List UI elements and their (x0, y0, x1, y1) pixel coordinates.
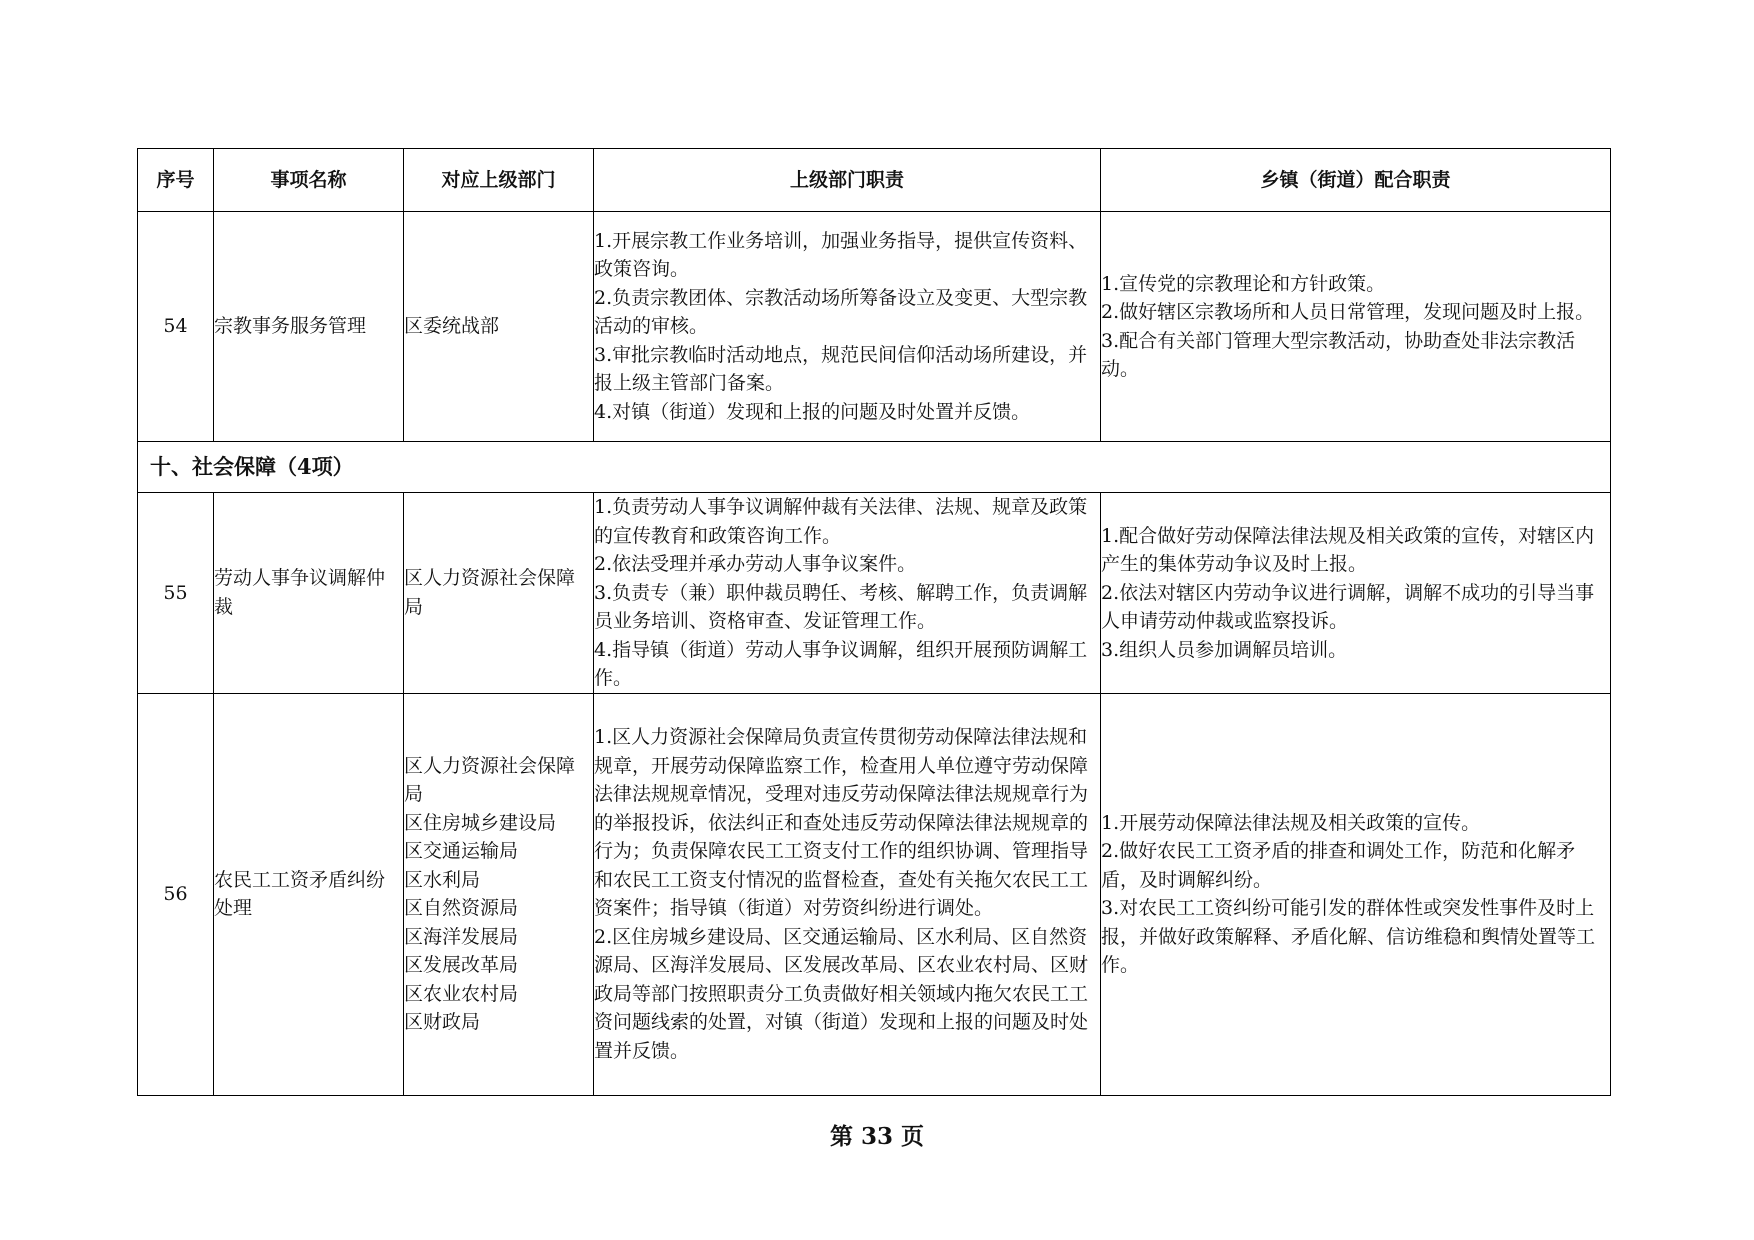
duty-item: 2.负责宗教团体、宗教活动场所筹备设立及变更、大型宗教活动的审核。 (594, 286, 1088, 338)
department: 区发展改革局 (404, 954, 519, 976)
department: 区委统战部 (404, 315, 500, 338)
duty-item: 2.做好农民工工资矛盾的排查和调处工作，防范和化解矛盾，及时调解纠纷。 (1101, 840, 1576, 891)
section-row (138, 442, 1611, 493)
duty-item: 2.依法受理并承办劳动人事争议案件。 (594, 553, 917, 575)
duty-item: 2.依法对辖区内劳动争议进行调解，调解不成功的引导当事人申请劳动仲裁或监察投诉。 (1101, 581, 1595, 632)
department-list (404, 693, 594, 1095)
duty-item: 3.对农民工工资纠纷可能引发的群体性或突发性事件及时上报，并做好政策解释、矛盾化解、信访维稳和舆情处置等工作。 (1101, 897, 1596, 976)
department: 区水利局 (404, 868, 481, 891)
duty-item: 4.对镇（街道）发现和上报的问题及时处置并反馈。 (594, 400, 1031, 423)
header-row (138, 149, 1611, 212)
duty-item: 3.审批宗教临时活动地点，规范民间信仰活动场所建设，并报上级主管部门备案。 (594, 343, 1088, 395)
header-num: 序号 (138, 149, 214, 212)
section-title: 十、社会保障（4项） (138, 442, 1611, 493)
duty-item: 2.区住房城乡建设局、区交通运输局、区水利局、区自然资源局、区海洋发展局、区发展改革局、区农业农村局、区财政局等部门按照职责分工负责做好相关领域内拖欠农民工工资问题线索的处置，对镇（街道）发现和上报的问题及时处置并反馈。 (594, 925, 1089, 1062)
table-row-56 (138, 693, 1611, 1095)
department: 区财政局 (404, 1011, 481, 1033)
header-upper-duty: 上级部门职责 (594, 149, 1101, 212)
header-town-duty: 乡镇（街道）配合职责 (1101, 149, 1611, 212)
duties-table (137, 148, 1611, 1096)
duty-item: 2.做好辖区宗教场所和人员日常管理，发现问题及时上报。 (1101, 301, 1595, 323)
page-number: 第 33 页 (829, 1123, 925, 1150)
table-row-54 (138, 212, 1611, 442)
department-list (404, 493, 594, 694)
row-number: 54 (138, 212, 214, 442)
header-dept: 对应上级部门 (404, 149, 594, 212)
department: 区住房城乡建设局 (404, 811, 557, 834)
department: 区人力资源社会保障局 (404, 754, 576, 805)
row-number: 56 (138, 693, 214, 1095)
department: 区农业农村局 (404, 982, 519, 1005)
item-name: 农民工工资矛盾纠纷处理 (214, 693, 404, 1095)
duty-item: 1.开展宗教工作业务培训，加强业务指导，提供宣传资料、政策咨询。 (594, 229, 1088, 281)
upper-duties (594, 693, 1101, 1095)
department: 区自然资源局 (404, 897, 519, 919)
header-name: 事项名称 (214, 149, 404, 212)
row-number: 55 (138, 493, 214, 694)
town-duties (1101, 693, 1611, 1095)
town-duties (1101, 212, 1611, 442)
duty-item: 1.区人力资源社会保障局负责宣传贯彻劳动保障法律法规和规章，开展劳动保障监察工作，检查用人单位遵守劳动保障法律法规规章情况，受理对违反劳动保障法律法规规章行为的举报投诉，依法纠正和查处违反劳动保障法律法规规章的行为；负责保障农民工工资支付工作的组织协调、管理指导和农民工工资支付情况的监督检查，查处有关拖欠农民工工资案件；指导镇（街道）对劳资纠纷进行调处。 (594, 726, 1089, 919)
item-name: 宗教事务服务管理 (214, 212, 404, 442)
item-name: 劳动人事争议调解仲裁 (214, 493, 404, 694)
table-row-55 (138, 493, 1611, 694)
duty-item: 4.指导镇（街道）劳动人事争议调解，组织开展预防调解工作。 (594, 638, 1088, 689)
upper-duties (594, 212, 1101, 442)
duty-item: 1.负责劳动人事争议调解仲裁有关法律、法规、规章及政策的宣传教育和政策咨询工作。 (594, 496, 1088, 547)
duty-item: 1.宣传党的宗教理论和方针政策。 (1101, 272, 1386, 295)
duty-item: 3.配合有关部门管理大型宗教活动，协助查处非法宗教活动。 (1101, 329, 1576, 380)
department: 区海洋发展局 (404, 925, 519, 948)
duty-item: 3.负责专（兼）职仲裁员聘任、考核、解聘工作，负责调解员业务培训、资格审查、发证管理工作。 (594, 581, 1088, 632)
department: 区交通运输局 (404, 840, 519, 862)
duty-item: 1.开展劳动保障法律法规及相关政策的宣传。 (1101, 811, 1481, 834)
upper-duties (594, 493, 1101, 694)
town-duties (1101, 493, 1611, 694)
department: 区人力资源社会保障局 (404, 567, 576, 618)
department-list (404, 212, 594, 442)
duty-item: 3.组织人员参加调解员培训。 (1101, 638, 1348, 661)
duty-item: 1.配合做好劳动保障法律法规及相关政策的宣传，对辖区内产生的集体劳动争议及时上报。 (1101, 524, 1595, 575)
